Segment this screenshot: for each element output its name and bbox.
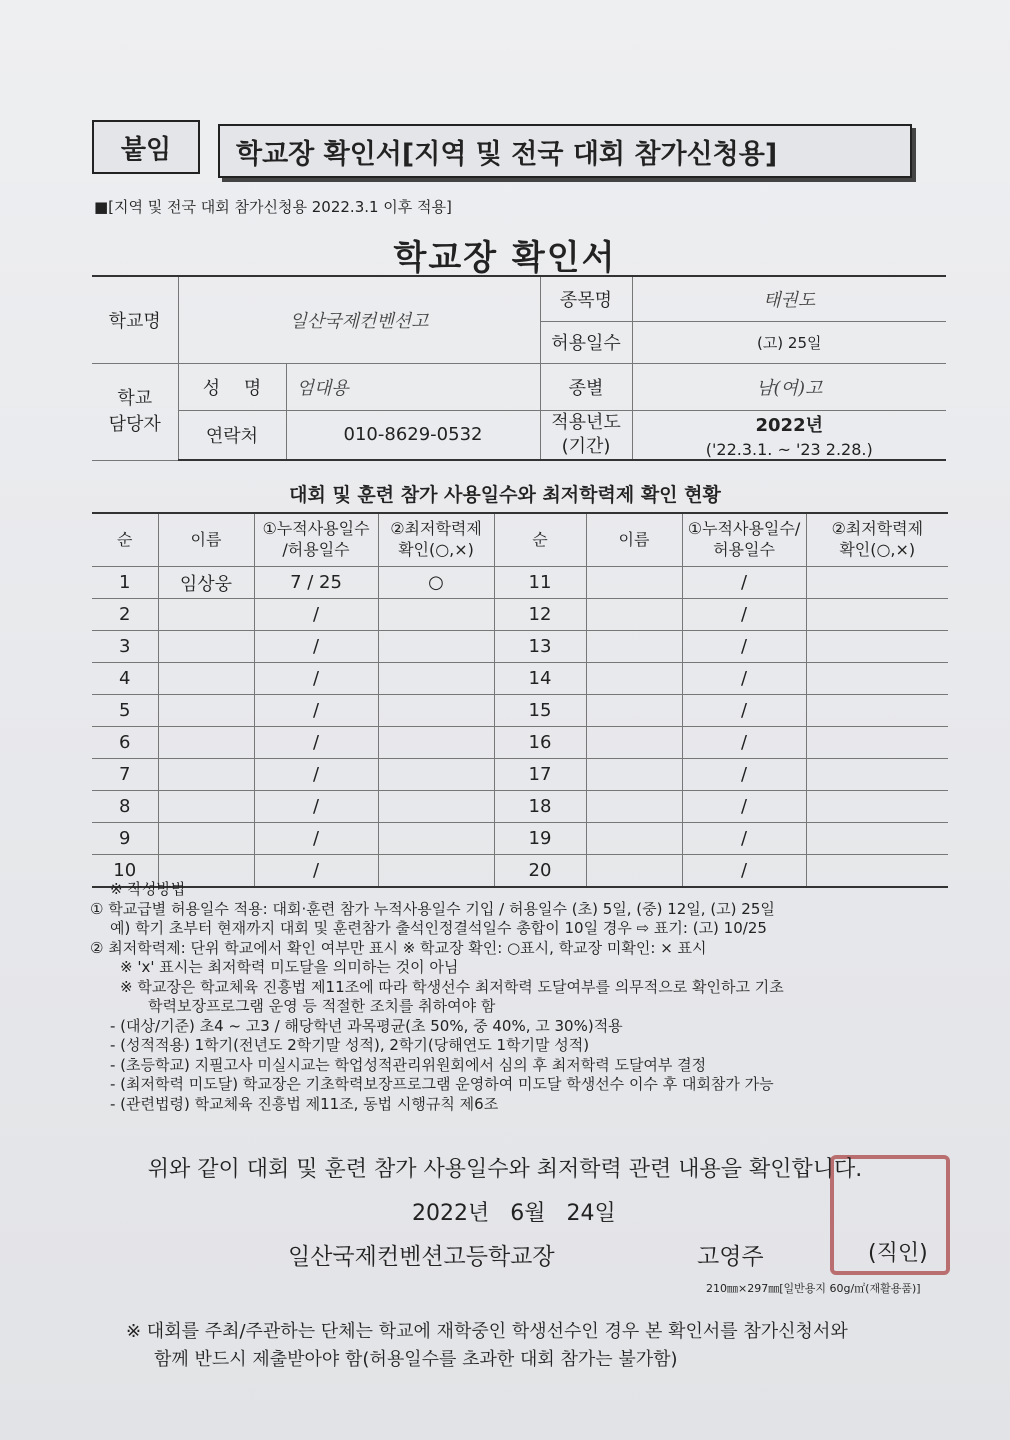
footer-line: 함께 반드시 제출받아야 함(허용일수를 초과한 대회 참가는 불가함)	[154, 1349, 678, 1370]
allowed-days-label: 허용일수	[540, 321, 632, 363]
row-days: /	[682, 727, 806, 759]
row-no: 1	[92, 567, 158, 599]
guide-line: 예) 학기 초부터 현재까지 대회 및 훈련참가 출석인정결석일수 총합이 10일 경우 ⇨ 표기: (고) 10/25	[110, 919, 767, 937]
footer-line: ※ 대회를 주최/주관하는 단체는 학교에 재학중인 학생선수인 경우 본 확인서를 참가신청서와	[126, 1321, 848, 1342]
row-no: 16	[494, 727, 586, 759]
row-days: /	[682, 663, 806, 695]
table-row	[92, 695, 948, 727]
table-row	[92, 599, 948, 631]
row-no: 8	[92, 791, 158, 823]
table-row	[92, 663, 948, 695]
row-name	[586, 823, 682, 855]
issue-date: 2022년 6월 24일	[412, 1201, 616, 1226]
row-check	[806, 759, 948, 791]
row-name	[158, 791, 254, 823]
row-days: /	[682, 567, 806, 599]
row-name	[586, 599, 682, 631]
principal-name: 고영주	[697, 1244, 764, 1270]
guide-line: - (최저학력 미도달) 학교장은 기초학력보장프로그램 운영하여 미도달 학생선수 이수 후 대회참가 가능	[110, 1075, 774, 1093]
col-header-days-right: ①누적사용일수/ 허용일수	[682, 513, 806, 567]
confirmation-statement: 위와 같이 대회 및 훈련 참가 사용일수와 최저학력 관련 내용을 확인합니다.	[147, 1157, 863, 1182]
row-check	[806, 823, 948, 855]
row-days: /	[254, 599, 378, 631]
row-no: 14	[494, 663, 586, 695]
footer-note	[126, 1318, 848, 1374]
row-name	[586, 567, 682, 599]
row-check	[378, 727, 494, 759]
row-check	[378, 695, 494, 727]
name-label: 성 명	[178, 363, 286, 410]
row-days: /	[254, 823, 378, 855]
paper-spec: 210㎜×297㎜[일반용지 60g/㎡(재활용품)]	[706, 1282, 921, 1295]
year-value: 2022년	[755, 414, 823, 436]
year-label: 적용년도 (기간)	[540, 410, 632, 460]
applicable-note: ■[지역 및 전국 대회 참가신청용 2022.3.1 이후 적용]	[94, 198, 452, 216]
guide-line: - (성적적용) 1학기(전년도 2학기말 성적), 2학기(당해연도 1학기말 성적)	[110, 1036, 590, 1054]
header-title: 학교장 확인서[지역 및 전국 대회 참가신청용]	[218, 124, 912, 178]
row-name	[158, 727, 254, 759]
row-no: 19	[494, 823, 586, 855]
table-row	[92, 727, 948, 759]
row-no: 5	[92, 695, 158, 727]
row-days: /	[682, 855, 806, 888]
row-days: /	[254, 727, 378, 759]
row-name: 임상웅	[158, 567, 254, 599]
row-days: /	[254, 759, 378, 791]
guide-line: ※ 'x' 표시는 최저학력 미도달을 의미하는 것이 아님	[120, 958, 459, 976]
row-days: /	[254, 855, 378, 888]
row-check	[378, 631, 494, 663]
row-name	[586, 759, 682, 791]
seal-label: (직인)	[868, 1241, 928, 1266]
guide-line: 학력보장프로그램 운영 등 적절한 조치를 취하여야 함	[148, 997, 496, 1015]
row-name	[586, 791, 682, 823]
guide-line: - (관련법령) 학교체육 진흥법 제11조, 동법 시행규칙 제6조	[110, 1094, 499, 1113]
row-no: 15	[494, 695, 586, 727]
table-row	[92, 759, 948, 791]
row-name	[158, 631, 254, 663]
row-no: 17	[494, 759, 586, 791]
row-name	[586, 631, 682, 663]
row-check	[806, 631, 948, 663]
row-check	[806, 727, 948, 759]
row-name	[586, 663, 682, 695]
row-days: /	[682, 791, 806, 823]
event-value: 태권도	[632, 276, 946, 321]
row-name	[586, 695, 682, 727]
school-principal-title: 일산국제컨벤션고등학교장	[288, 1244, 555, 1270]
instructions	[90, 880, 970, 1114]
guide-line: ② 최저학력제: 단위 학교에서 확인 여부만 표시 ※ 학교장 확인: ○표시, 학교장 미확인: × 표시	[90, 938, 707, 957]
row-check	[378, 823, 494, 855]
table-row	[92, 567, 948, 599]
guide-line: ※ 학교장은 학교체육 진흥법 제11조에 따라 학생선수 최저학력 도달여부를 의무적으로 확인하고 기초	[120, 977, 784, 996]
row-no: 10	[92, 855, 158, 888]
table-header-row	[92, 513, 948, 567]
table-row	[92, 631, 948, 663]
manager-label: 학교 담당자	[92, 363, 178, 460]
row-no: 20	[494, 855, 586, 888]
info-table	[92, 275, 946, 461]
event-label: 종목명	[540, 276, 632, 321]
row-check	[378, 759, 494, 791]
table-row	[92, 823, 948, 855]
row-no: 6	[92, 727, 158, 759]
attachment-tag: 붙임	[92, 120, 200, 174]
row-days: /	[682, 759, 806, 791]
guide-line: - (초등학교) 지필고사 미실시교는 학업성적관리위원회에서 심의 후 최저학력 도달여부 결정	[110, 1055, 707, 1074]
row-name	[158, 695, 254, 727]
row-no: 12	[494, 599, 586, 631]
guide-heading: ※ 작성방법	[110, 880, 186, 898]
row-check	[806, 663, 948, 695]
col-header-no: 순	[92, 513, 158, 567]
row-no: 18	[494, 791, 586, 823]
row-days: /	[254, 631, 378, 663]
col-header-days: ①누적사용일수 /허용일수	[254, 513, 378, 567]
row-check: ○	[378, 567, 494, 599]
row-days: /	[254, 695, 378, 727]
row-name	[158, 759, 254, 791]
row-no: 4	[92, 663, 158, 695]
table-row	[92, 791, 948, 823]
category-value: 남(여)고	[632, 363, 946, 410]
col-header-check-right: ②최저학력제 확인(○,×)	[806, 513, 948, 567]
page-title: 학교장 확인서	[393, 238, 617, 278]
row-name	[158, 663, 254, 695]
row-check	[378, 663, 494, 695]
col-header-name: 이름	[158, 513, 254, 567]
guide-line: ① 학교급별 허용일수 적용: 대회·훈련 참가 누적사용일수 기입 / 허용일수 (초) 5일, (중) 12일, (고) 25일	[90, 899, 775, 918]
school-value: 일산국제컨벤션고	[178, 276, 540, 363]
year-period: ('22.3.1. ~ '23 2.28.)	[705, 439, 873, 459]
row-no: 2	[92, 599, 158, 631]
row-check	[806, 791, 948, 823]
guide-line: - (대상/기준) 초4 ~ 고3 / 해당학년 과목평균(초 50%, 중 40%, 고 30%)적용	[110, 1016, 623, 1035]
row-check	[806, 599, 948, 631]
contact-value: 010-8629-0532	[286, 410, 540, 460]
row-no: 13	[494, 631, 586, 663]
name-value: 엄대용	[286, 363, 540, 410]
allowed-days-value: (고) 25일	[632, 321, 946, 363]
col-header-name-right: 이름	[586, 513, 682, 567]
row-check	[806, 695, 948, 727]
col-header-check: ②최저학력제 확인(○,×)	[378, 513, 494, 567]
row-days: /	[682, 631, 806, 663]
row-days: /	[254, 663, 378, 695]
row-days: /	[682, 823, 806, 855]
row-name	[586, 727, 682, 759]
row-days: /	[682, 695, 806, 727]
usage-table	[92, 512, 948, 888]
section-title: 대회 및 훈련 참가 사용일수와 최저학력제 확인 현황	[289, 484, 721, 506]
school-label: 학교명	[92, 276, 178, 363]
col-header-no-right: 순	[494, 513, 586, 567]
row-name	[158, 823, 254, 855]
row-check	[806, 567, 948, 599]
year-cell	[632, 410, 946, 460]
row-no: 3	[92, 631, 158, 663]
row-name	[158, 599, 254, 631]
contact-label: 연락처	[178, 410, 286, 460]
row-no: 7	[92, 759, 158, 791]
row-check	[378, 599, 494, 631]
row-days: /	[682, 599, 806, 631]
row-days: /	[254, 791, 378, 823]
row-no: 11	[494, 567, 586, 599]
row-days: 7 / 25	[254, 567, 378, 599]
category-label: 종별	[540, 363, 632, 410]
row-check	[378, 791, 494, 823]
row-no: 9	[92, 823, 158, 855]
